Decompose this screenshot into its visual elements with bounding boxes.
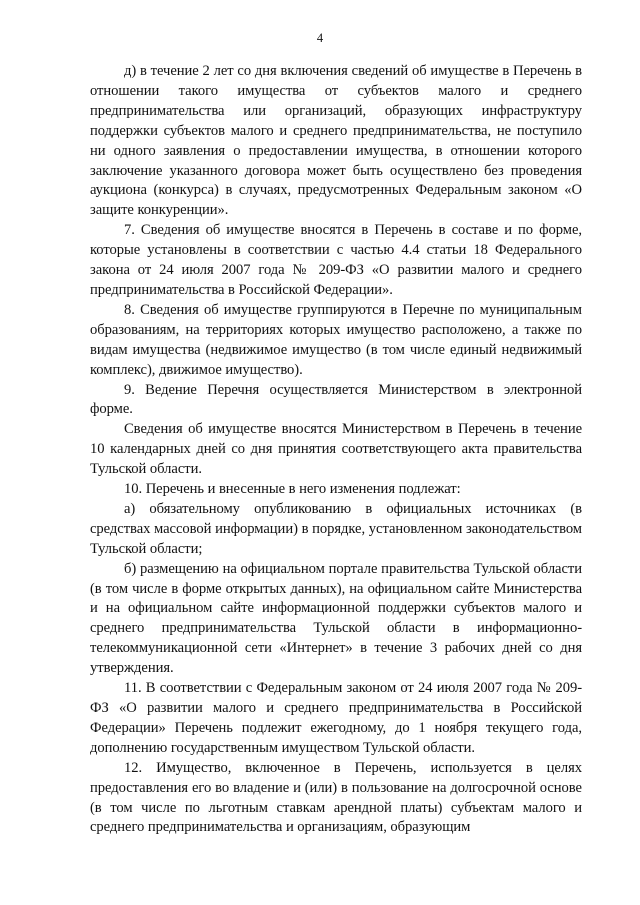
- paragraph-6d: д) в течение 2 лет со дня включения сведений об имуществе в Перечень в отношении такого имущества от субъектов малого и среднего предпринимательства или организаций, образующих инфраструктуру поддержки субъектов малого и среднего предпринимательства, не поступило ни одного заявления о предоставлении имущества, в отношении которого заключение указанного договора может быть осуществлено без проведения аукциона (конкурса) в случаях, предусмотренных Федеральным законом «О защите конкуренции».: [90, 63, 582, 219]
- paragraph-9-details: Сведения об имуществе вносятся Министерством в Перечень в течение 10 календарных дней со дня принятия соответствующего акта правительства Тульской области.: [90, 421, 582, 478]
- paragraph-8: 8. Сведения об имуществе группируются в Перечне по муниципальным образованиям, на территориях которых имущество расположено, а также по видам имущества (недвижимое имущество (в том числе единый недвижимый комплекс), движимое имущество).: [90, 301, 582, 378]
- paragraph-11: 11. В соответствии с Федеральным законом от 24 июля 2007 года № 209-ФЗ «О развитии малого и среднего предпринимательства в Российской Федерации» Перечень подлежит ежегодному, до 1 ноября текущего года, дополнению государственным имуществом Тульской области.: [90, 680, 582, 756]
- document-body: [90, 62, 582, 838]
- paragraph-7: 7. Сведения об имуществе вносятся в Перечень в составе и по форме, которые установлены в соответствии с частью 4.4 статьи 18 Федерального закона от 24 июля 2007 года № 209-ФЗ «О развитии малого и среднего предпринимательства в Российской Федерации».: [90, 222, 582, 298]
- page-number: 4: [316, 31, 324, 45]
- paragraph-9: 9. Ведение Перечня осуществляется Министерством в электронной форме.: [90, 381, 582, 418]
- paragraph-12: 12. Имущество, включенное в Перечень, используется в целях предоставления его во владение и (или) в пользование на долгосрочной основе (в том числе по льготным ставкам арендной платы) субъектам малого и среднего предпринимательства и организациям, образующим: [90, 759, 582, 836]
- paragraph-10a: а) обязательному опубликованию в официальных источниках (в средствах массовой информации) в порядке, установленном законодательством Тульской области;: [90, 500, 582, 557]
- paragraph-10: 10. Перечень и внесенные в него изменения подлежат:: [124, 481, 461, 498]
- paragraph-10b: б) размещению на официальном портале правительства Тульской области (в том числе в форме открытых данных), на официальном сайте Министерства и на официальном сайте информационной поддержки субъектов малого и среднего предпринимательства Тульской области в информационно-телекоммуникационной сети «Интернет» в течение 3 рабочих дней со дня утверждения.: [90, 560, 582, 677]
